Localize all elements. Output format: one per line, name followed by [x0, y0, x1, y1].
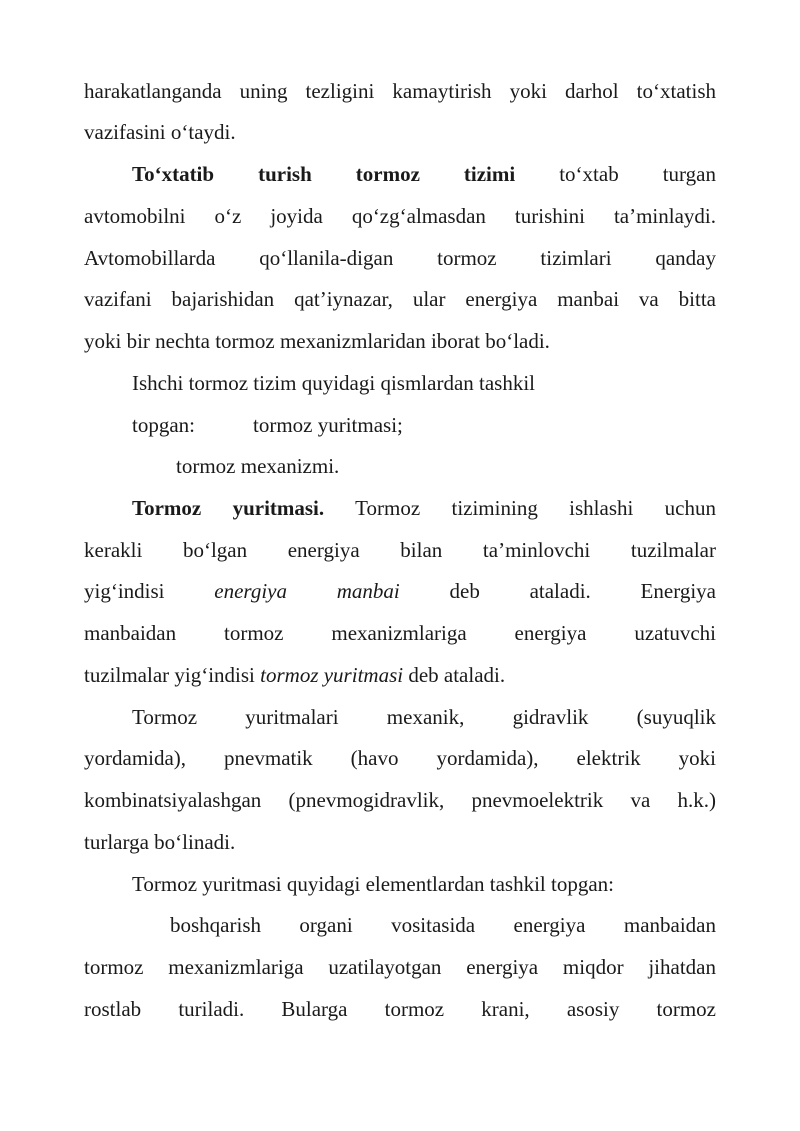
- text-line: [132, 159, 716, 189]
- list-item: tormoz yuritmasi;: [253, 413, 403, 437]
- text-line: Tormoz yuritmalari mexanik, gidravlik (suyuqlik: [132, 705, 716, 729]
- text-line: rostlab turiladi. Bularga tormoz krani, asosiy tormoz: [84, 997, 716, 1021]
- text-line: vazifani bajarishidan qat’iynazar, ular energiya manbai va bitta: [84, 287, 716, 311]
- text-line: manbaidan tormoz mexanizmlariga energiya uzatuvchi: [84, 621, 716, 645]
- text-line: yordamida), pnevmatik (havo yordamida), elektrik yoki: [84, 746, 716, 770]
- italic-term: energiya manbai: [214, 579, 400, 603]
- text-span: deb ataladi. Energiya: [399, 579, 716, 603]
- text-line: boshqarish organi vositasida energiya manbaidan: [170, 913, 716, 937]
- text-line: Ishchi tormoz tizim quyidagi qismlardan tashkil: [132, 371, 536, 395]
- text-line: yoki bir nechta tormoz mexanizmlaridan iborat bo‘ladi.: [84, 329, 550, 353]
- text-line: Tormoz yuritmasi quyidagi elementlardan tashkil topgan:: [132, 872, 614, 896]
- text-span: Tormoz tizimining ishlashi uchun: [324, 496, 717, 520]
- text-line: [84, 576, 716, 606]
- list-item: tormoz mexanizmi.: [176, 454, 340, 478]
- bold-term: Tormoz yuritmasi.: [132, 496, 325, 520]
- text-span: to‘xtab turgan: [515, 162, 716, 186]
- text-line: tormoz mexanizmlariga uzatilayotgan energiya miqdor jihatdan: [84, 955, 716, 979]
- text-line: kerakli bo‘lgan energiya bilan ta’minlovchi tuzilmalar: [84, 538, 716, 562]
- text-line: kombinatsiyalashgan (pnevmogidravlik, pnevmoelektrik va h.k.): [84, 788, 716, 812]
- italic-term: tormoz yuritmasi: [260, 663, 404, 687]
- text-line: avtomobilni o‘z joyida qo‘zg‘almasdan turishini ta’minlaydi.: [84, 204, 716, 228]
- text-line: [132, 493, 716, 523]
- text-line: topgan:: [132, 413, 195, 437]
- text-span: deb ataladi.: [403, 663, 506, 687]
- text-line: Avtomobillarda qo‘llanila-digan tormoz tizimlari qanday: [84, 246, 716, 270]
- text-line: turlarga bo‘linadi.: [84, 830, 236, 854]
- text-span: yig‘indisi: [84, 579, 215, 603]
- text-line: [84, 660, 716, 690]
- text-line: vazifasini o‘taydi.: [84, 120, 236, 144]
- bold-term: To‘xtatib turish tormoz tizimi: [132, 162, 516, 186]
- text-span: tuzilmalar yig‘indisi: [84, 663, 261, 687]
- text-line: harakatlanganda uning tezligini kamaytirish yoki darhol to‘xtatish: [84, 79, 716, 103]
